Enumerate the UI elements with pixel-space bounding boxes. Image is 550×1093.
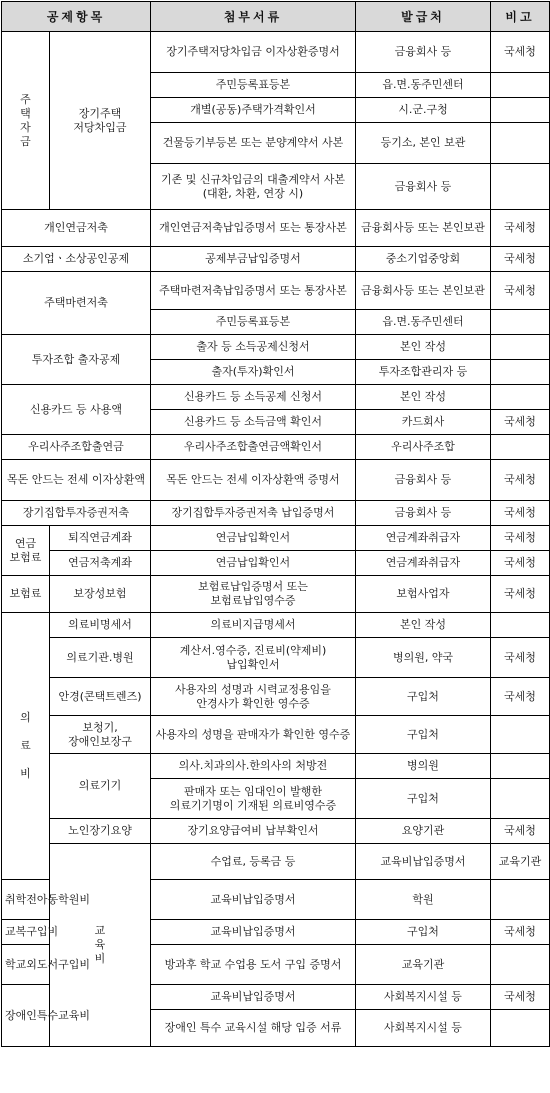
table-row xyxy=(2,716,550,754)
issuer-cell: 금융회사등 또는 본인보관 xyxy=(356,210,491,247)
doc-cell: 교육비납입증명서 xyxy=(356,844,491,880)
group-pension-insurance xyxy=(2,526,50,576)
note-cell: 국세청 xyxy=(491,551,550,576)
item-cell: 투자조합 출자공제 xyxy=(2,335,151,385)
note-cell xyxy=(491,1010,550,1047)
issuer-cell: 연금계좌취급자 xyxy=(356,526,491,551)
doc-cell: 연금납입확인서 xyxy=(151,551,356,576)
doc-cell: 사용자의 성명을 판매자가 확인한 영수증 xyxy=(151,716,356,754)
table-row xyxy=(2,678,550,716)
table-row xyxy=(2,247,550,272)
doc-cell: 목돈 안드는 전세 이자상환액 증명서 xyxy=(151,460,356,501)
issuer-cell: 금융회사등 또는 본인보관 xyxy=(356,272,491,310)
subitem-cell: 의료비명세서 xyxy=(50,613,151,638)
item-cell: 목돈 안드는 전세 이자상환액 xyxy=(2,460,151,501)
table-row xyxy=(2,576,550,613)
issuer-cell: 투자조합관리자 등 xyxy=(356,360,491,385)
subitem-cell: 교복구입비 xyxy=(2,920,50,945)
table-row xyxy=(2,613,550,638)
doc-cell: 장애인 특수 교육시설 해당 입증 서류 xyxy=(151,1010,356,1047)
issuer-cell: 우리사주조합 xyxy=(356,435,491,460)
note-cell xyxy=(491,360,550,385)
note-cell xyxy=(491,73,550,98)
doc-cell: 신용카드 등 소득금액 확인서 xyxy=(151,410,356,435)
table-row xyxy=(2,272,550,310)
note-cell xyxy=(491,754,550,779)
group-char: 의 xyxy=(20,711,31,724)
doc-cell: 판매자 또는 임대인이 발행한 의료기기명이 기재된 의료비영수증 xyxy=(151,779,356,819)
item-cell: 우리사주조합출연금 xyxy=(2,435,151,460)
issuer-cell: 교육기관 xyxy=(491,844,550,880)
item-cell: 주택마련저축 xyxy=(2,272,151,335)
note-cell: 국세청 xyxy=(491,247,550,272)
note-cell xyxy=(491,385,550,410)
issuer-cell: 교육기관 xyxy=(356,945,491,985)
note-cell xyxy=(491,310,550,335)
table-row xyxy=(2,32,550,73)
col-header-docs: 첨부서류 xyxy=(151,2,356,32)
group-insurance: 보험료 xyxy=(2,576,50,613)
issuer-cell: 보험사업자 xyxy=(356,576,491,613)
doc-cell: 장기요양급여비 납부확인서 xyxy=(151,819,356,844)
doc-cell: 공제부금납입증명서 xyxy=(151,247,356,272)
doc-cell: 출자(투자)확인서 xyxy=(151,360,356,385)
table-row xyxy=(2,551,550,576)
table-row xyxy=(2,385,550,410)
note-cell: 국세청 xyxy=(491,501,550,526)
subitem-long-term-housing-loan xyxy=(50,32,151,210)
doc-cell: 주민등록표등본 xyxy=(151,73,356,98)
issuer-cell: 카드회사 xyxy=(356,410,491,435)
issuer-cell: 요양기관 xyxy=(356,819,491,844)
issuer-cell: 학원 xyxy=(356,880,491,920)
subitem-cell: 보장성보험 xyxy=(50,576,151,613)
note-cell xyxy=(491,98,550,123)
group-char: 금 xyxy=(20,134,31,148)
doc-cell: 주택마련저축납입증명서 또는 통장사본 xyxy=(151,272,356,310)
doc-cell: 보험료납입증명서 또는 보험료납입영수증 xyxy=(151,576,356,613)
subitem-cell: 의료기기 xyxy=(50,754,151,819)
doc-cell: 출자 등 소득공제신청서 xyxy=(151,335,356,360)
deduction-docs-table xyxy=(1,1,550,1047)
subitem-cell: 장애인특수교육비 xyxy=(2,985,50,1047)
issuer-cell: 시.군.구청 xyxy=(356,98,491,123)
group-char: 택 xyxy=(20,106,31,120)
subitem-cell: 보청기,장애인보장구 xyxy=(50,716,151,754)
table-row xyxy=(2,335,550,360)
issuer-cell: 중소기업중앙회 xyxy=(356,247,491,272)
issuer-cell: 구입처 xyxy=(356,920,491,945)
doc-cell: 사용자의 성명과 시력교정용임을 안경사가 확인한 영수증 xyxy=(151,678,356,716)
note-cell xyxy=(491,945,550,985)
note-cell xyxy=(491,880,550,920)
group-char: 료 xyxy=(20,739,31,752)
note-cell: 국세청 xyxy=(491,920,550,945)
table-row xyxy=(2,435,550,460)
issuer-cell: 읍.면.동주민센터 xyxy=(356,310,491,335)
note-cell xyxy=(491,779,550,819)
group-char: 교 xyxy=(94,924,106,937)
doc-cell: 의료비지급명세서 xyxy=(151,613,356,638)
doc-cell: 교육비납입증명서 xyxy=(151,880,356,920)
doc-cell: 주민등록표등본 xyxy=(151,310,356,335)
note-cell: 국세청 xyxy=(491,576,550,613)
issuer-cell: 구입처 xyxy=(356,716,491,754)
note-cell: 국세청 xyxy=(491,526,550,551)
item-cell: 소기업ㆍ소상공인공제 xyxy=(2,247,151,272)
subitem-line: 장기주택 xyxy=(78,106,122,120)
col-header-note: 비고 xyxy=(491,2,550,32)
table-row xyxy=(2,501,550,526)
subitem-cell: 노인장기요양 xyxy=(50,819,151,844)
group-char: 주 xyxy=(20,92,31,106)
note-cell: 국세청 xyxy=(491,819,550,844)
note-cell: 국세청 xyxy=(491,678,550,716)
group-line: 보험료 xyxy=(9,550,42,564)
doc-cell: 장기집합투자증권저축 납입증명서 xyxy=(151,501,356,526)
group-line: 연금 xyxy=(14,536,37,550)
subitem-cell: 학교외도서구입비 xyxy=(2,945,50,985)
note-cell: 국세청 xyxy=(491,32,550,73)
doc-cell: 방과후 학교 수업용 도서 구입 증명서 xyxy=(151,945,356,985)
issuer-cell: 사회복지시설 등 xyxy=(356,1010,491,1047)
item-cell: 장기집합투자증권저축 xyxy=(2,501,151,526)
group-char: 비 xyxy=(20,767,31,780)
issuer-cell: 본인 작성 xyxy=(356,335,491,360)
doc-cell: 기존 및 신규차입금의 대출계약서 사본(대환, 차환, 연장 시) xyxy=(151,164,356,210)
issuer-cell: 등기소, 본인 보관 xyxy=(356,123,491,164)
table-row xyxy=(2,754,550,779)
table-row xyxy=(2,844,550,880)
note-cell: 국세청 xyxy=(491,272,550,310)
doc-cell: 개별(공동)주택가격확인서 xyxy=(151,98,356,123)
issuer-cell: 연금계좌취급자 xyxy=(356,551,491,576)
note-cell: 국세청 xyxy=(491,460,550,501)
doc-cell: 계산서.영수증, 진료비(약제비)납입확인서 xyxy=(151,638,356,678)
subitem-cell: 안경(콘택트렌즈) xyxy=(50,678,151,716)
group-char: 비 xyxy=(94,952,106,965)
note-cell xyxy=(491,716,550,754)
table-row xyxy=(2,460,550,501)
col-header-item: 공제항목 xyxy=(2,2,151,32)
note-cell xyxy=(491,164,550,210)
doc-cell: 교육비납입증명서 xyxy=(151,985,356,1010)
doc-cell: 신용카드 등 소득공제 신청서 xyxy=(151,385,356,410)
table-row xyxy=(2,210,550,247)
note-cell xyxy=(491,435,550,460)
doc-cell: 의사.치과의사.한의사의 처방전 xyxy=(151,754,356,779)
issuer-cell: 병의원 xyxy=(356,754,491,779)
table-row xyxy=(2,638,550,678)
table-row xyxy=(2,819,550,844)
group-housing-funds xyxy=(2,32,50,210)
issuer-cell: 구입처 xyxy=(356,678,491,716)
subitem-cell: 취학전아동학원비 xyxy=(2,880,50,920)
note-cell: 국세청 xyxy=(491,210,550,247)
issuer-cell: 금융회사 등 xyxy=(356,32,491,73)
subitem-cell: 연금저축계좌 xyxy=(50,551,151,576)
note-cell xyxy=(491,613,550,638)
issuer-cell: 금융회사 등 xyxy=(356,164,491,210)
subitem-cell: 퇴직연금계좌 xyxy=(50,526,151,551)
doc-cell: 연금납입확인서 xyxy=(151,526,356,551)
issuer-cell: 금융회사 등 xyxy=(356,501,491,526)
note-cell: 국세청 xyxy=(491,638,550,678)
issuer-cell: 구입처 xyxy=(356,779,491,819)
doc-cell: 개인연금저축납입증명서 또는 통장사본 xyxy=(151,210,356,247)
group-char: 자 xyxy=(20,120,31,134)
note-cell: 국세청 xyxy=(491,985,550,1010)
group-medical xyxy=(2,613,50,880)
doc-cell: 장기주택저당차입금 이자상환증명서 xyxy=(151,32,356,73)
issuer-cell: 읍.면.동주민센터 xyxy=(356,73,491,98)
subitem-cell: 수업료, 등록금 등 xyxy=(151,844,356,880)
item-cell: 개인연금저축 xyxy=(2,210,151,247)
table-row xyxy=(2,526,550,551)
note-cell: 국세청 xyxy=(491,410,550,435)
issuer-cell: 병의원, 약국 xyxy=(356,638,491,678)
issuer-cell: 사회복지시설 등 xyxy=(356,985,491,1010)
doc-cell: 건물등기부등본 또는 분양계약서 사본 xyxy=(151,123,356,164)
issuer-cell: 본인 작성 xyxy=(356,385,491,410)
note-cell xyxy=(491,335,550,360)
table-header-row xyxy=(2,2,550,32)
doc-cell: 우리사주조합출연금액확인서 xyxy=(151,435,356,460)
issuer-cell: 본인 작성 xyxy=(356,613,491,638)
note-cell xyxy=(491,123,550,164)
subitem-line: 저당차입금 xyxy=(73,120,127,134)
doc-cell: 교육비납입증명서 xyxy=(151,920,356,945)
col-header-issuer: 발급처 xyxy=(356,2,491,32)
issuer-cell: 금융회사 등 xyxy=(356,460,491,501)
group-char: 육 xyxy=(94,938,106,951)
subitem-cell: 의료기관.병원 xyxy=(50,638,151,678)
item-cell: 신용카드 등 사용액 xyxy=(2,385,151,435)
